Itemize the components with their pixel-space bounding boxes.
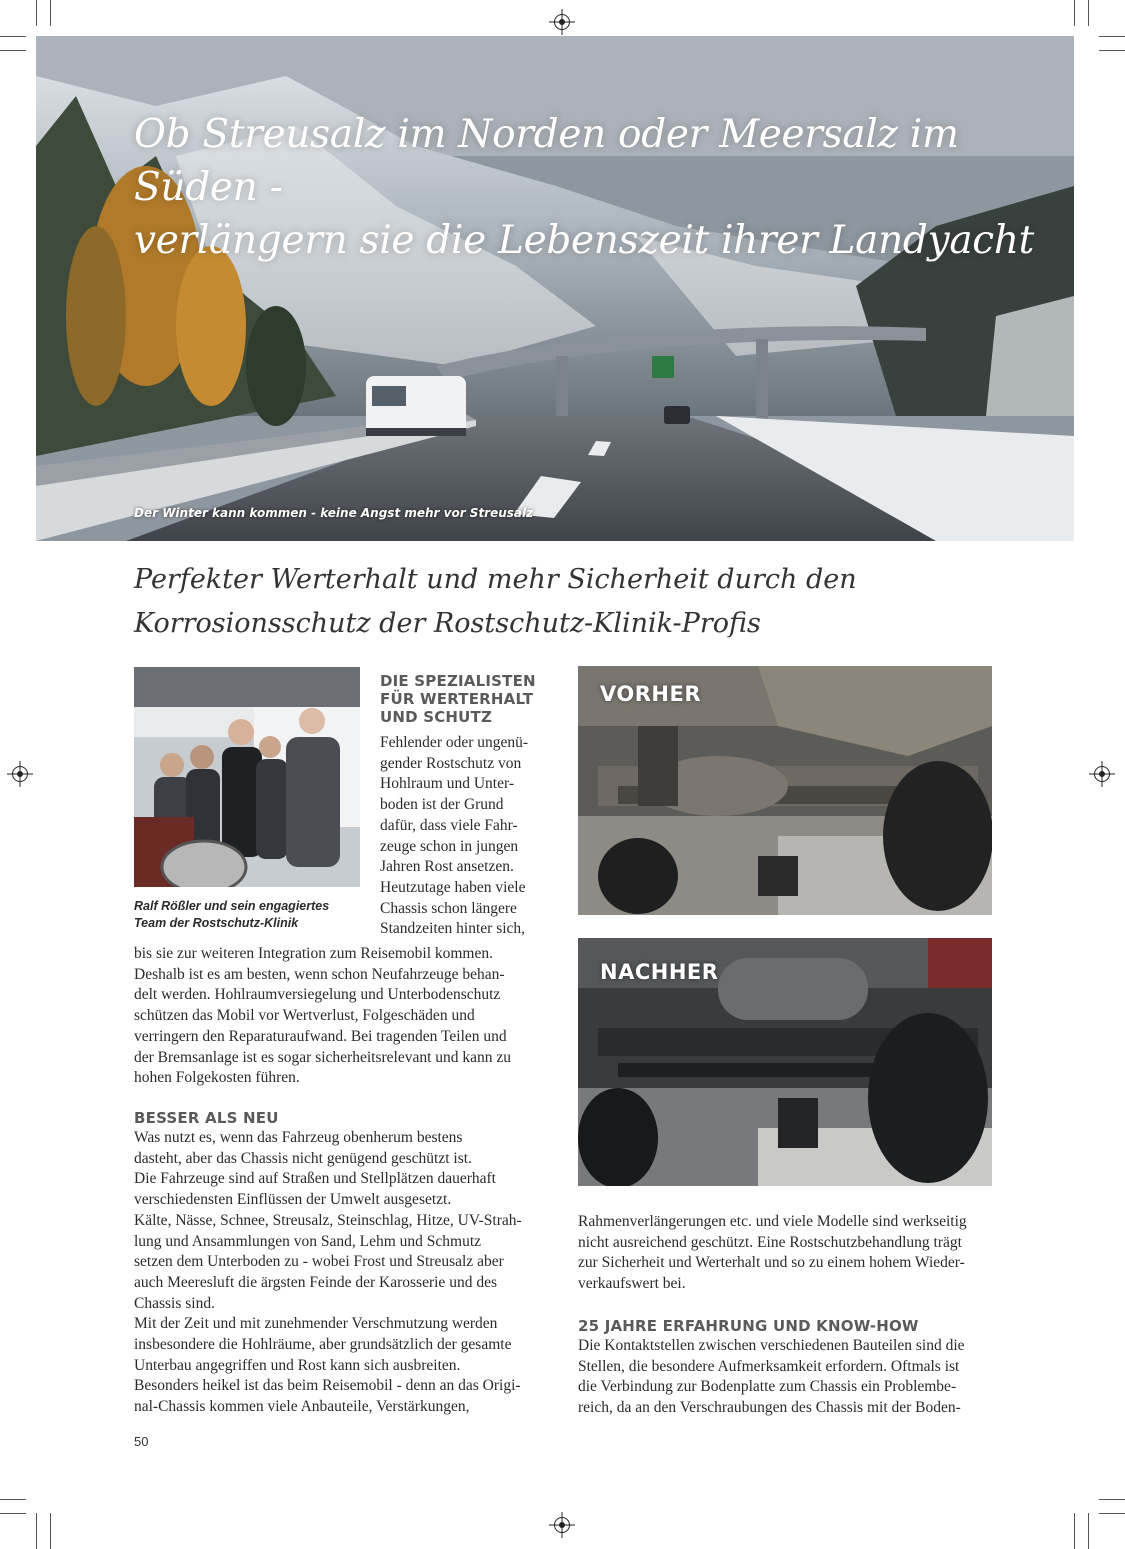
text-line: die Verbindung zur Bodenplatte zum Chassis ein Problembe- [578, 1378, 957, 1396]
text-line: Was nutzt es, wenn das Fahrzeug obenherum bestens [134, 1129, 463, 1146]
right-column-text [578, 1336, 1008, 1419]
text-line: Die Fahrzeuge sind auf Straßen und Stellplätzen dauerhaft [134, 1170, 496, 1188]
heading-line: FÜR WERTERHALT [380, 690, 534, 708]
article-subtitle [134, 558, 1034, 646]
text-line: zur Sicherheit und Werterhalt und so zu einem hohem Wieder- [578, 1254, 965, 1272]
section-heading-specialists [380, 672, 560, 726]
registration-mark [554, 1517, 570, 1533]
hero-title-line: verlängern sie die Lebenszeit ihrer Landyacht [134, 218, 1035, 263]
crop-mark [36, 0, 37, 26]
heading-line: DIE SPEZIALISTEN [380, 672, 536, 690]
text-line: der Bremsanlage ist es sogar sicherheitsrelevant und kann zu [134, 1048, 512, 1066]
text-line: gender Rostschutz von [380, 754, 522, 772]
crop-mark [1088, 0, 1089, 26]
text-line: zeuge schon in jungen [380, 837, 519, 855]
text-line: dasteht, aber das Chassis nicht genügend geschützt ist. [134, 1149, 472, 1167]
crop-mark [0, 50, 26, 51]
hero-caption: Der Winter kann kommen - keine Angst mehr vor Streusalz [134, 506, 534, 520]
text-line: Chassis sind. [134, 1294, 215, 1312]
text-line: Die Kontaktstellen zwischen verschiedenen Bauteilen sind die [578, 1337, 965, 1354]
text-line: Fehlender oder ungenü- [380, 734, 529, 751]
text-line: Standzeiten hinter sich, [380, 920, 526, 938]
text-line: boden ist der Grund [380, 796, 504, 814]
text-line: bis sie zur weiteren Integration zum Reisemobil kommen. [134, 945, 493, 962]
page-number: 50 [134, 1434, 149, 1449]
hero-title [134, 108, 1054, 267]
text-line: dafür, dass viele Fahr- [380, 816, 518, 834]
text-line: lung und Ansammlungen von Sand, Lehm und Schmutz [134, 1232, 482, 1250]
text-line: schützen das Mobil vor Wertverlust, Folgeschäden und [134, 1007, 475, 1025]
subtitle-line: Korrosionsschutz der Rostschutz-Klinik-Profis [134, 608, 761, 639]
registration-mark [1094, 766, 1110, 782]
text-line: verringern den Reparaturaufwand. Bei tragenden Teilen und [134, 1027, 507, 1045]
text-line: verkaufswert bei. [578, 1275, 686, 1293]
before-label: VORHER [600, 682, 701, 706]
section-heading-better-than-new: BESSER ALS NEU [134, 1109, 279, 1127]
text-line: nicht ausreichend geschützt. Eine Rostschutzbehandlung trägt [578, 1233, 962, 1251]
team-photo [134, 667, 360, 887]
text-line: delt werden. Hohlraumversiegelung und Unterbodenschutz [134, 986, 501, 1004]
crop-mark [0, 1513, 26, 1514]
text-line: nal-Chassis kommen viele Anbauteile, Verstärkungen, [134, 1398, 470, 1416]
crop-mark [1088, 1513, 1089, 1549]
text-line: Besonders heikel ist das beim Reisemobil - denn an das Origi- [134, 1377, 521, 1395]
text-line: Chassis schon längere [380, 899, 517, 917]
before-photo [578, 666, 992, 915]
after-label: NACHHER [600, 960, 719, 984]
heading-line: UND SCHUTZ [380, 708, 493, 726]
caption-line: Team der Rostschutz-Klinik [134, 916, 299, 930]
team-photo-caption [134, 898, 374, 932]
crop-mark [1099, 1499, 1125, 1500]
section-heading-experience: 25 JAHRE ERFAHRUNG UND KNOW-HOW [578, 1317, 919, 1335]
hero-image [36, 36, 1074, 541]
section1-narrow-text [380, 733, 560, 940]
crop-mark [1074, 1513, 1075, 1549]
text-line: Heutzutage haben viele [380, 878, 526, 896]
text-line: auch Meeresluft die ärgsten Feinde der Karosserie und des [134, 1273, 497, 1291]
text-line: Hohlraum und Unter- [380, 775, 514, 793]
crop-mark [1074, 0, 1075, 26]
text-line: Unterbau angegriffen und Rost kann sich ausbreiten. [134, 1356, 461, 1374]
section2-text [134, 1128, 564, 1418]
crop-mark [1099, 1513, 1125, 1514]
hero-title-line: Ob Streusalz im Norden oder Meersalz im Süden - [134, 112, 959, 210]
crop-mark [36, 1513, 37, 1549]
text-line: Deshalb ist es am besten, wenn schon Neufahrzeuge behan- [134, 965, 505, 983]
crop-mark [50, 1513, 51, 1549]
text-line: Jahren Rost ansetzen. [380, 858, 514, 876]
text-line: Kälte, Nässe, Schnee, Streusalz, Steinschlag, Hitze, UV-Strah- [134, 1211, 522, 1229]
registration-mark [554, 14, 570, 30]
text-line: verschiedensten Einflüssen der Umwelt ausgesetzt. [134, 1191, 452, 1209]
crop-mark [0, 36, 26, 37]
team-photo-illustration [134, 667, 360, 887]
crop-mark [1099, 50, 1125, 51]
right-column-continuation [578, 1212, 1008, 1295]
crop-mark [0, 1499, 26, 1500]
text-line: Rahmenverlängerungen etc. und viele Modelle sind werkseitig [578, 1213, 967, 1230]
text-line: Mit der Zeit und mit zunehmender Verschmutzung werden [134, 1315, 498, 1333]
after-photo [578, 938, 992, 1186]
subtitle-line: Perfekter Werterhalt und mehr Sicherheit durch den [134, 564, 857, 595]
text-line: setzen dem Unterboden zu - wobei Frost und Streusalz aber [134, 1253, 504, 1271]
registration-mark [12, 766, 28, 782]
section1-wide-text [134, 944, 564, 1089]
text-line: Stellen, die besondere Aufmerksamkeit erfordern. Oftmals ist [578, 1357, 960, 1375]
caption-line: Ralf Rößler und sein engagiertes [134, 899, 330, 913]
text-line: reich, da an den Verschraubungen des Chassis mit der Boden- [578, 1399, 961, 1417]
text-line: insbesondere die Hohlräume, aber grundsätzlich der gesamte [134, 1336, 512, 1354]
text-line: hohen Folgekosten führen. [134, 1069, 300, 1087]
crop-mark [50, 0, 51, 26]
crop-mark [1099, 36, 1125, 37]
